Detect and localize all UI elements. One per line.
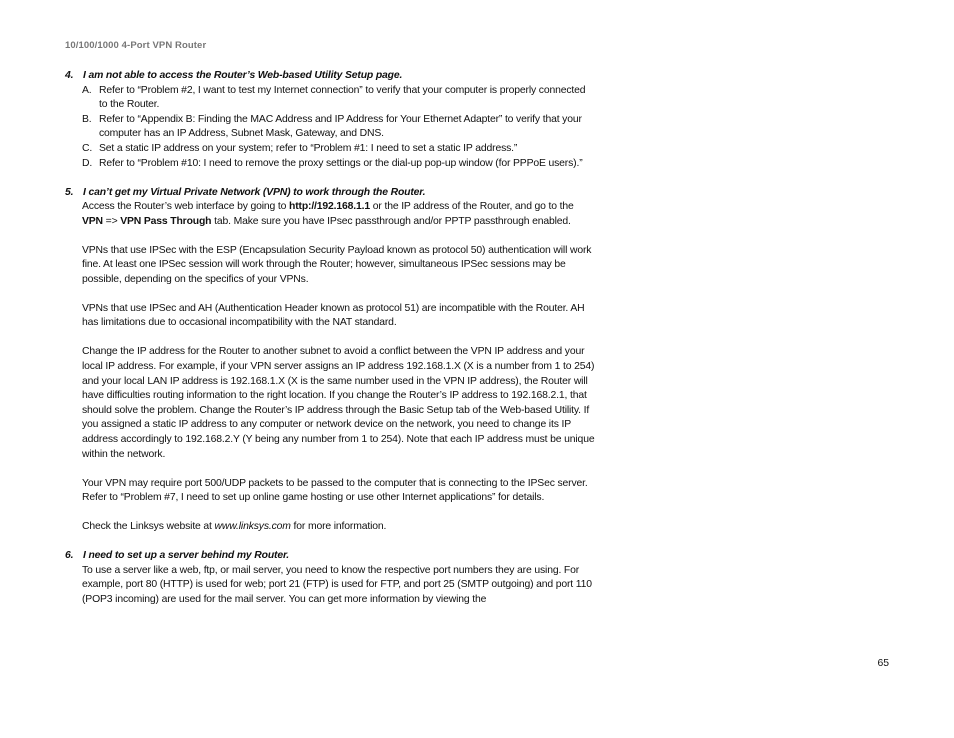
question-number: 5.: [65, 186, 74, 198]
text-run: Access the Router’s web interface by going to: [82, 201, 289, 213]
document-body: [65, 69, 595, 608]
text-run: Check the Linksys website at: [82, 521, 215, 533]
list-text: Refer to “Problem #10: I need to remove the proxy settings or the dial-up pop-up window (for PPPoE users).”: [99, 157, 583, 169]
list-item: [82, 84, 595, 113]
question-4-body: [82, 84, 595, 172]
question-6-title: [65, 549, 595, 564]
paragraph: VPNs that use IPSec and AH (Authentication Header known as protocol 51) are incompatible with the Router. AH has limitations due to occasional incompatibility with the NAT standard.: [82, 302, 585, 329]
text-run: =>: [102, 215, 121, 227]
paragraph: Your VPN may require port 500/UDP packets to be passed to the computer that is connecting to the IPSec server. Refer to “Problem #7, I need to set up online game hosting or use other Internet applications” for details.: [82, 477, 588, 504]
question-text: I am not able to access the Router’s Web-based Utility Setup page.: [83, 70, 403, 81]
question-text: I can’t get my Virtual Private Network (VPN) to work through the Router.: [83, 186, 426, 198]
list-letter: A.: [82, 84, 92, 96]
list-text: Refer to “Appendix B: Finding the MAC Address and IP Address for Your Ethernet Adapter” to verify that your computer has an IP Address, Subnet Mask, Gateway, and DNS.: [99, 113, 582, 140]
paragraph: To use a server like a web, ftp, or mail server, you need to know the respective port numbers they are using. For example, port 80 (HTTP) is used for web; port 21 (FTP) is used for FTP, and port 25 (SMTP outgoing) and port 110 (POP3 incoming) are used for the mail server. You can get more information by viewing the: [82, 564, 592, 605]
list-letter: B.: [82, 113, 92, 125]
text-run: tab. Make sure you have IPsec passthrough and/or PPTP passthrough enabled.: [211, 215, 571, 227]
list-text: Set a static IP address on your system; refer to “Problem #1: I need to set a static IP address.”: [99, 142, 518, 154]
linksys-website-link: www.linksys.com: [214, 521, 291, 533]
vpn-pass-through-label: VPN Pass Through: [120, 215, 212, 227]
paragraph: [82, 200, 595, 229]
list-item: [82, 142, 595, 157]
question-6-body: [82, 564, 595, 608]
router-url: http://192.168.1.1: [289, 201, 371, 213]
list-letter: D.: [82, 157, 93, 169]
question-number: 6.: [65, 550, 74, 562]
text-run: for more information.: [290, 521, 387, 533]
question-number: 4.: [65, 70, 74, 81]
list-item: [82, 113, 595, 142]
list-item: [82, 157, 595, 172]
page-number: 65: [877, 658, 889, 669]
paragraph: [82, 520, 595, 535]
question-text: I need to set up a server behind my Router.: [83, 550, 290, 562]
list-letter: C.: [82, 142, 93, 154]
text-run: or the IP address of the Router, and go to the: [370, 201, 574, 213]
question-5-title: [65, 186, 595, 201]
vpn-label: VPN: [82, 215, 103, 227]
question-5-body: [82, 200, 595, 535]
question-4-title: [65, 69, 595, 84]
paragraph: VPNs that use IPSec with the ESP (Encapsulation Security Payload known as protocol 50) authentication will work fine. At least one IPSec session will work through the Router; however, simultaneous IPSec sessions may be possible, depending on the specifics of your VPNs.: [82, 244, 592, 285]
list-text: Refer to “Problem #2, I want to test my Internet connection” to verify that your computer is properly connected to the Router.: [99, 84, 586, 111]
running-header: 10/100/1000 4-Port VPN Router: [65, 40, 207, 51]
answer-list: [82, 84, 595, 172]
paragraph: Change the IP address for the Router to another subnet to avoid a conflict between the VPN IP address and your local IP address. For example, if your VPN server assigns an IP address 192.168.1.X (X is a number from 1 to 254) and your local LAN IP address is 192.168.1.X (X is the same number used in the VPN IP address), the Router will have difficulties routing information to the right location. If you change the Router’s IP address to 192.168.2.1, that should solve the problem. Change the Router’s IP address through the Basic Setup tab of the Web-based Utility. If you assigned a static IP address to any computer or network device on the network, you need to change its IP address accordingly to 192.168.2.Y (Y being any number from 1 to 254). Note that each IP address must be unique within the network.: [82, 346, 595, 460]
